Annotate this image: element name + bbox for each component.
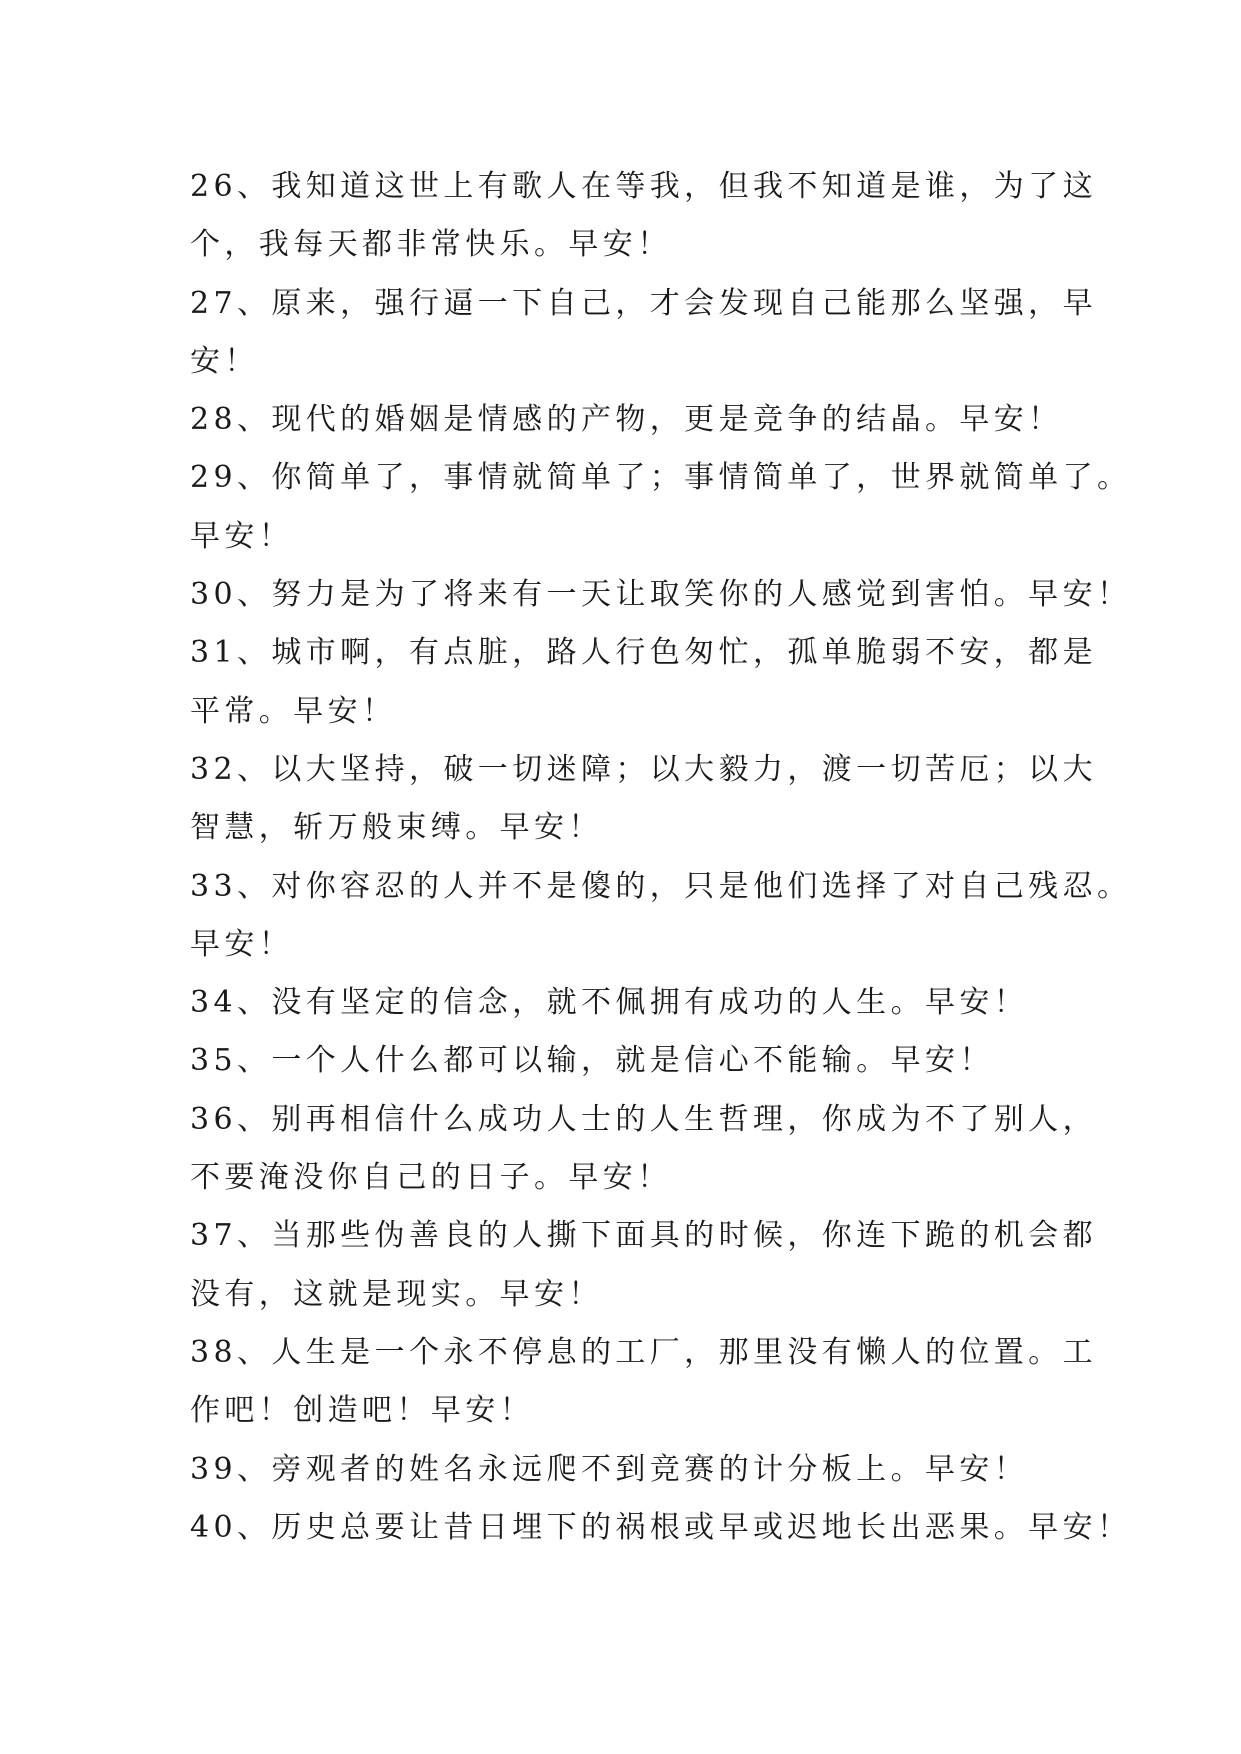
text-line: 40、历史总要让昔日埋下的祸根或早或迟地长出恶果。早安！ <box>190 1509 1132 1545</box>
text-line: 38、人生是一个永不停息的工厂，那里没有懒人的位置。工 <box>190 1334 1097 1370</box>
text-line: 28、现代的婚姻是情感的产物，更是竞争的结晶。早安！ <box>190 402 1063 438</box>
text-line: 37、当那些伪善良的人撕下面具的时候，你连下跪的机会都 <box>190 1218 1097 1254</box>
text-line: 30、努力是为了将来有一天让取笑你的人感觉到害怕。早安！ <box>190 577 1132 613</box>
text-line: 平常。早安！ <box>190 693 397 729</box>
text-line: 26、我知道这世上有歌人在等我，但我不知道是谁，为了这 <box>190 169 1097 204</box>
text-line: 29、你简单了，事情就简单了；事情简单了，世界就简单了。 <box>190 460 1132 496</box>
text-line: 35、一个人什么都可以输，就是信心不能输。早安！ <box>190 1043 994 1079</box>
text-line: 32、以大坚持，破一切迷障；以大毅力，渡一切苦厄；以大 <box>190 751 1097 787</box>
text-line: 36、别再相信什么成功人士的人生哲理，你成为不了别人， <box>190 1101 1097 1137</box>
text-line: 不要淹没你自己的日子。早安！ <box>190 1160 672 1196</box>
text-line: 个，我每天都非常快乐。早安！ <box>190 227 672 263</box>
text-line: 没有，这就是现实。早安！ <box>190 1276 603 1312</box>
document-body <box>190 158 1132 1557</box>
text-line: 安！ <box>190 343 259 379</box>
text-line: 早安！ <box>190 926 294 962</box>
text-line: 34、没有坚定的信念，就不佩拥有成功的人生。早安！ <box>190 985 1029 1021</box>
text-line: 智慧，斩万般束缚。早安！ <box>190 810 603 846</box>
text-line: 39、旁观者的姓名永远爬不到竞赛的计分板上。早安！ <box>190 1451 1029 1487</box>
text-line: 作吧！创造吧！早安！ <box>190 1393 534 1429</box>
text-line: 33、对你容忍的人并不是傻的，只是他们选择了对自己残忍。 <box>190 868 1132 904</box>
text-line: 31、城市啊，有点脏，路人行色匆忙，孤单脆弱不安，都是 <box>190 635 1097 671</box>
text-line: 早安！ <box>190 518 294 554</box>
text-line: 27、原来，强行逼一下自己，才会发现自己能那么坚强，早 <box>190 285 1097 321</box>
